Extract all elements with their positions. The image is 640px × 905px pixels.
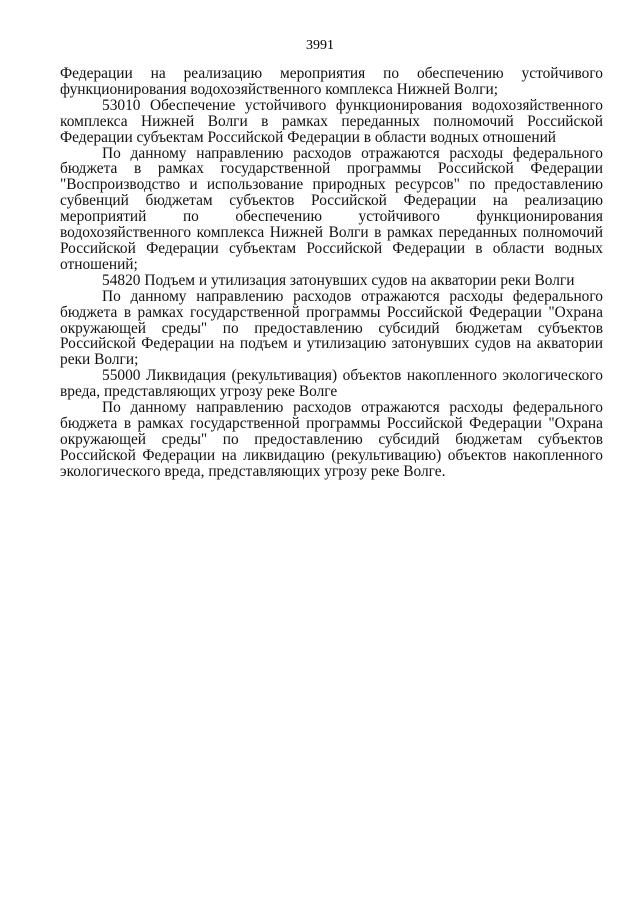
paragraph-code-53010-description: По данному направлению расходов отражаются расходы федерального бюджета в рамках государственной программы Российской Федерации "Воспроизводство и использование природных ресурсов" по предоставлению субвенций бюджетам субъектов Российской Федерации на реализацию мероприятий по обеспечению устойчивого функционирования водохозяйственного комплекса Нижней Волги в рамках переданных полномочий Российской Федерации субъектам Российской Федерации в области водных отношений;: [60, 144, 603, 273]
paragraph-code-55000-heading: 55000 Ликвидация (рекультивация) объектов накопленного экологического вреда, представляющих угрозу реке Волге: [60, 367, 603, 401]
paragraph-code-55000-description: По данному направлению расходов отражаются расходы федерального бюджета в рамках государственной программы Российской Федерации "Охрана окружающей среды" по предоставлению субсидий бюджетам субъектов Российской Федерации на ликвидацию (рекультивацию) объектов накопленного экологического вреда, представляющих угрозу реке Волге.: [60, 399, 603, 480]
paragraph-continuation: Федерации на реализацию мероприятия по обеспечению устойчивого функционирования водохозяйственного комплекса Нижней Волги;: [60, 65, 603, 98]
page-number: 3991: [306, 38, 334, 53]
paragraph-code-54820-heading: 54820 Подъем и утилизация затонувших судов на акватории реки Волги: [102, 271, 575, 289]
document-body: [60, 66, 603, 480]
paragraph-code-53010-heading: 53010 Обеспечение устойчивого функционирования водохозяйственного комплекса Нижней Волги в рамках переданных полномочий Российской Федерации субъектам Российской Федерации в области водных отношений: [60, 96, 603, 146]
paragraph-code-54820-description: По данному направлению расходов отражаются расходы федерального бюджета в рамках государственной программы Российской Федерации "Охрана окружающей среды" по предоставлению субсидий бюджетам субъектов Российской Федерации на подъем и утилизацию затонувших судов на акватории реки Волги;: [60, 287, 603, 369]
